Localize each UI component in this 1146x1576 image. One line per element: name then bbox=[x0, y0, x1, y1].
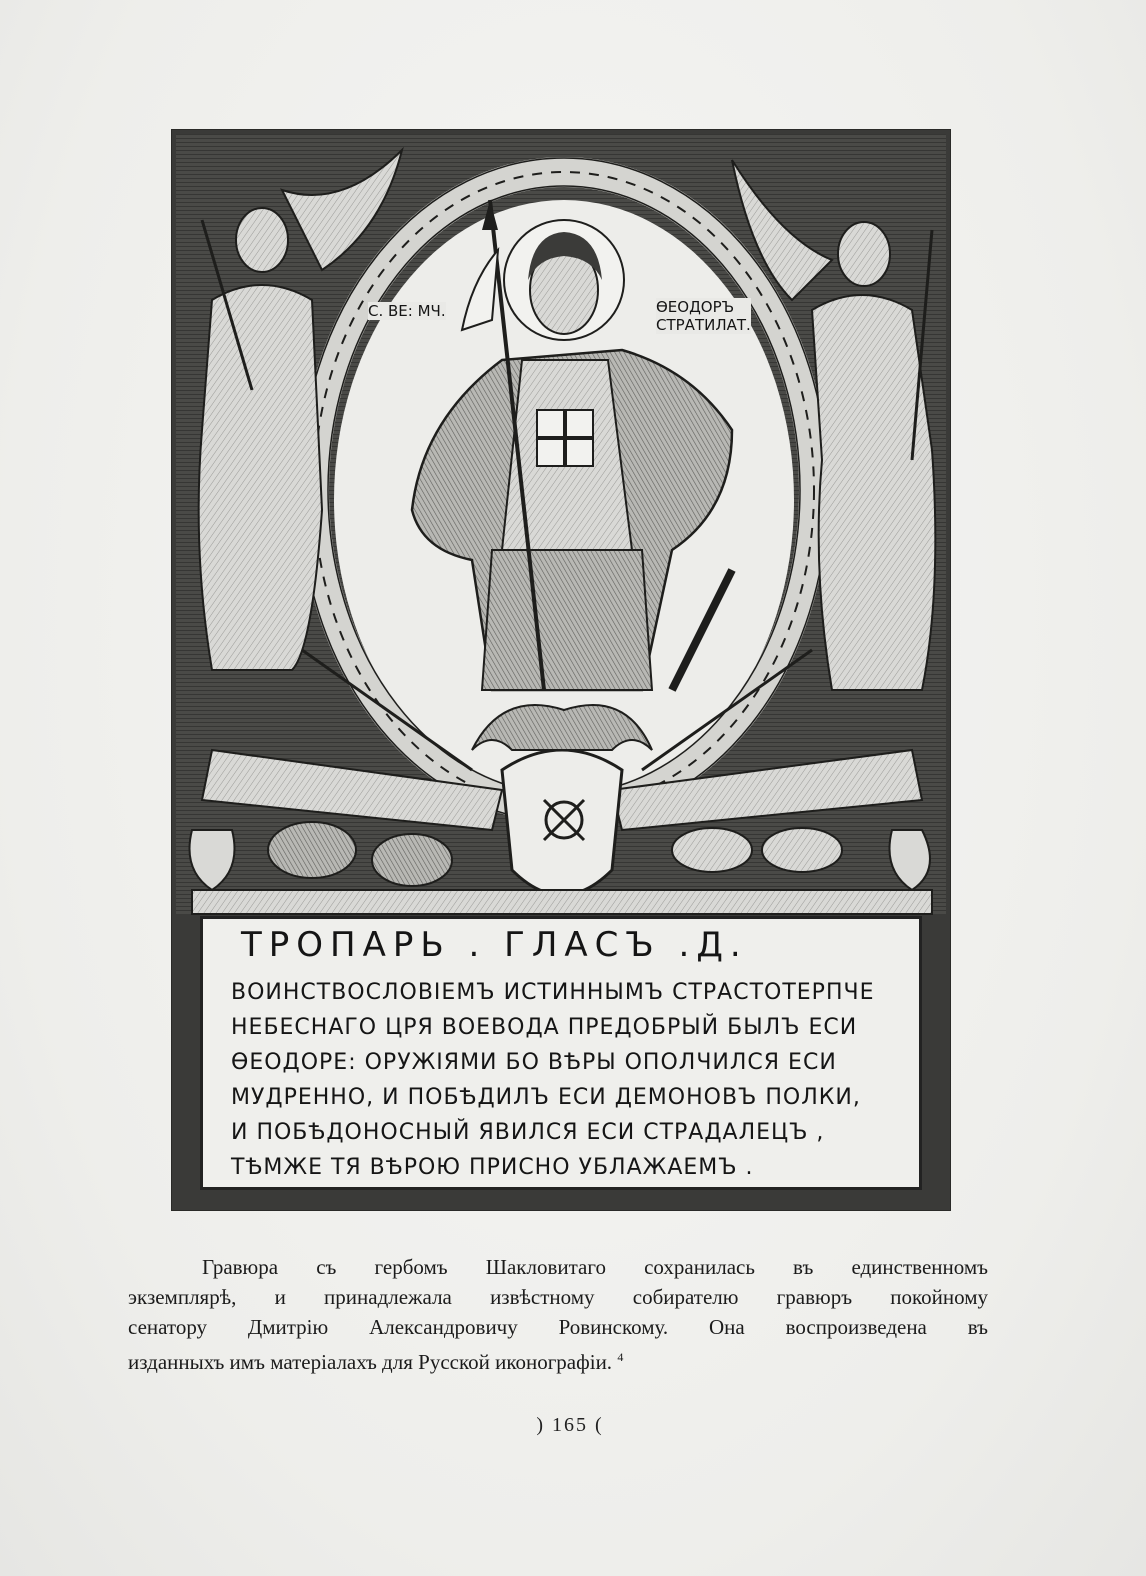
saint-tunic bbox=[482, 550, 652, 690]
paragraph-line-text: изданныхъ имъ матеріалахъ для Русской иконографіи. bbox=[128, 1350, 613, 1374]
troparion-line: И ПОБѢДОНОСНЫЙ ЯВИЛСЯ ЕСИ СТРАДАЛЕЦЪ , bbox=[231, 1120, 825, 1145]
saint-name-label bbox=[656, 298, 751, 334]
saint-epithet-line: СТРАТИЛАТ. bbox=[656, 316, 751, 334]
troparion-text bbox=[231, 975, 911, 1185]
engraving-plate bbox=[172, 130, 950, 1210]
paragraph-line: сенатору Дмитрію Александровичу Ровинскому. Она воспроизведена въ bbox=[128, 1315, 988, 1339]
caption-paragraph bbox=[128, 1252, 988, 1377]
paragraph-line bbox=[128, 1342, 988, 1377]
paragraph-line: экземплярѣ, и принадлежала извѣстному собирателю гравюръ покойному bbox=[128, 1285, 988, 1309]
paragraph-line: Гравюра съ гербомъ Шакловитаго сохранилась въ единственномъ bbox=[202, 1255, 988, 1279]
troparion-line: НЕБЕСНАГО ЦРЯ ВОЕВОДА ПРЕДОБРЫЙ БЫЛЪ ЕСИ bbox=[231, 1015, 858, 1040]
troparion-tablet bbox=[200, 916, 922, 1190]
troparion-heading: ТРОПАРЬ . ГЛАСЪ .Д. bbox=[241, 925, 748, 965]
troparion-line: ТѢМЖЕ ТЯ ВѢРОЮ ПРИСНО УБЛАЖАЕМЪ . bbox=[231, 1155, 754, 1180]
saint-title-label: С. ВЕ: МЧ. bbox=[368, 302, 446, 320]
troparion-line: ѲЕОДОРЕ: ОРУЖІЯМИ БО ВѢРЫ ОПОЛЧИЛСЯ ЕСИ bbox=[231, 1050, 837, 1075]
pedestal-ledge bbox=[192, 890, 932, 914]
footnote-reference[interactable]: 4 bbox=[617, 1350, 624, 1364]
page-number: ) 165 ( bbox=[536, 1414, 604, 1436]
saint-name-line: ѲЕОДОРЪ bbox=[656, 298, 735, 316]
troparion-line: МУДРЕННО, И ПОБѢДИЛЪ ЕСИ ДЕМОНОВЪ ПОЛКИ, bbox=[231, 1085, 861, 1110]
troparion-line: ВОИНСТВОСЛОВІЕМЪ ИСТИННЫМЪ СТРАСТОТЕРПЧЕ bbox=[231, 980, 875, 1005]
